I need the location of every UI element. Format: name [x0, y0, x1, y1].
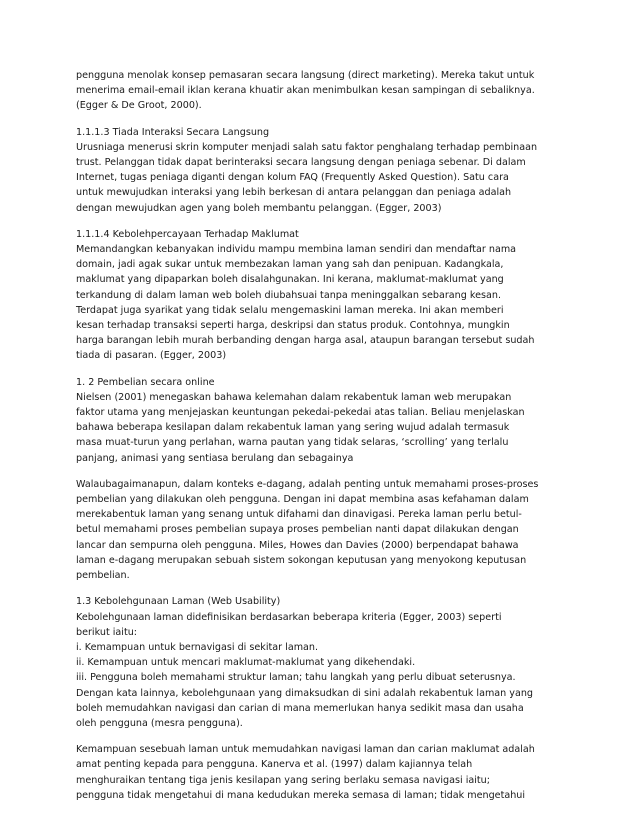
text-line: pembelian. [76, 570, 130, 582]
text-line: terkandung di dalam laman web boleh diubahsuai tanpa meninggalkan sebarang kesan. [76, 289, 502, 301]
paragraph-sec-1-2 [76, 375, 576, 466]
document-page [76, 68, 576, 814]
paragraph-sec-1-1-1-3 [76, 125, 576, 216]
text-line: Nielsen (2001) menegaskan bahawa kelemahan dalam rekabentuk laman web merupakan [76, 391, 512, 403]
text-line: domain, jadi agak sukar untuk membezakan laman yang sah dan penipuan. Kadangkala, [76, 259, 504, 271]
text-line: amat penting kepada para pengguna. Kanerva et al. (1997) dalam kajiannya telah [76, 759, 473, 771]
text-line: lancar dan sempurna oleh pengguna. Miles, Howes dan Davies (2000) berpendapat bahawa [76, 539, 519, 551]
text-line: maklumat yang dipaparkan boleh disalahgunakan. Ini kerana, maklumat-maklumat yang [76, 274, 504, 286]
text-line: (Egger & De Groot, 2000). [76, 100, 202, 112]
text-line: Kemampuan sesebuah laman untuk memudahkan navigasi laman dan carian maklumat adalah [76, 744, 535, 756]
text-line: Dengan kata lainnya, kebolehgunaan yang dimaksudkan di sini adalah rekabentuk laman yang [76, 687, 534, 699]
text-line: masa muat-turun yang perlahan, warna pautan yang tidak selaras, ‘scrolling’ yang terlalu [76, 437, 509, 449]
section-heading: 1.3 Kebolehgunaan Laman (Web Usability) [76, 596, 281, 608]
text-line: Walaubagaimanapun, dalam konteks e-dagang, adalah penting untuk memahami proses-proses [76, 478, 539, 490]
text-line: betul memahami proses pembelian supaya proses pembelian nanti dapat dilakukan dengan [76, 524, 519, 536]
text-line: oleh pengguna (mesra pengguna). [76, 717, 243, 729]
text-line: Terdapat juga syarikat yang tidak selalu mengemaskini laman mereka. Ini akan memberi [76, 304, 504, 316]
text-line: i. Kemampuan untuk bernavigasi di sekitar laman. [76, 641, 319, 653]
text-line: Internet, tugas peniaga diganti dengan kolum FAQ (Frequently Asked Question). Satu cara [76, 172, 509, 184]
text-line: menghuraikan tentang tiga jenis kesilapan yang sering berlaku semasa navigasi iaitu; [76, 774, 490, 786]
section-heading: 1.1.1.3 Tiada Interaksi Secara Langsung [76, 126, 270, 138]
paragraph-intro [76, 68, 576, 114]
text-line: Urusniaga menerusi skrin komputer menjadi salah satu faktor penghalang terhadap pembinaan [76, 141, 538, 153]
section-heading: 1. 2 Pembelian secara online [76, 376, 215, 388]
paragraph-para-walau [76, 477, 576, 583]
text-line: faktor utama yang menjejaskan keuntungan pekedai-pekedai atas talian. Beliau menjelaskan [76, 407, 525, 419]
text-line: dengan mewujudkan agen yang boleh membantu pelanggan. (Egger, 2003) [76, 202, 442, 214]
text-line: trust. Pelanggan tidak dapat berinteraksi secara langsung dengan peniaga sebenar. Di dalam [76, 157, 526, 169]
text-line: pembelian yang dilakukan oleh pengguna. Dengan ini dapat membina asas kefahaman dalam [76, 494, 529, 506]
text-line: harga barangan lebih murah berbanding dengan harga asal, ataupun barangan tersebut sudah [76, 335, 535, 347]
text-line: tiada di pasaran. (Egger, 2003) [76, 350, 227, 362]
text-line: merekabentuk laman yang senang untuk difahami dan dinavigasi. Pereka laman perlu betul- [76, 509, 522, 521]
text-line: ii. Kemampuan untuk mencari maklumat-maklumat yang dikehendaki. [76, 657, 416, 669]
text-line: Memandangkan kebanyakan individu mampu membina laman sendiri dan mendaftar nama [76, 244, 517, 256]
text-line: bahawa beberapa kesilapan dalam rekabentuk laman yang sering wujud adalah termasuk [76, 422, 510, 434]
paragraph-para-kemampuan [76, 742, 576, 803]
paragraph-sec-1-1-1-4 [76, 227, 576, 364]
paragraph-sec-1-3 [76, 594, 576, 731]
text-line: iii. Pengguna boleh memahami struktur laman; tahu langkah yang perlu dibuat seterusnya. [76, 672, 516, 684]
text-line: pengguna tidak mengetahui di mana kedudukan mereka semasa di laman; tidak mengetahui [76, 789, 526, 801]
text-line: panjang, animasi yang sentiasa berulang dan sebagainya [76, 452, 354, 464]
section-heading: 1.1.1.4 Kebolehpercayaan Terhadap Maklumat [76, 228, 299, 240]
text-line: laman e-dagang merupakan sebuah sistem sokongan keputusan yang menyokong keputusan [76, 554, 527, 566]
text-line: berikut iaitu: [76, 626, 138, 638]
text-line: boleh memudahkan navigasi dan carian di mana memerlukan hanya sedikit masa dan usaha [76, 702, 524, 714]
text-line: kesan terhadap transaksi seperti harga, deskripsi dan status produk. Contohnya, mungkin [76, 320, 510, 332]
text-line: untuk mewujudkan interaksi yang lebih berkesan di antara pelanggan dan peniaga adalah [76, 187, 512, 199]
text-line: Kebolehgunaan laman didefinisikan berdasarkan beberapa kriteria (Egger, 2003) seperti [76, 611, 502, 623]
text-line: menerima email-email iklan kerana khuatir akan menimbulkan kesan sampingan di sebaliknya. [76, 85, 535, 97]
text-line: pengguna menolak konsep pemasaran secara langsung (direct marketing). Mereka takut untuk [76, 70, 535, 81]
